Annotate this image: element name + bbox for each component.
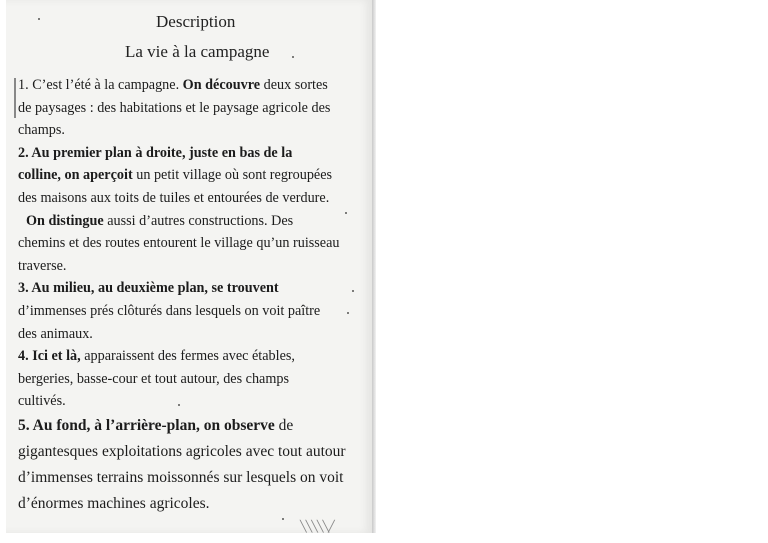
- text-line: [18, 413, 368, 439]
- text-span: bergeries, basse-cour et tout autour, des champs: [18, 370, 290, 387]
- text-span: d’énormes machines agricoles.: [18, 495, 210, 513]
- text-span: 1. C’est l’été à la campagne.: [18, 77, 183, 93]
- text-span: de paysages : des habitations et le paysage agricole des: [18, 99, 331, 116]
- margin-line: [14, 78, 16, 118]
- text-span: de: [274, 416, 294, 434]
- text-span: aussi d’autres constructions. Des: [103, 212, 294, 229]
- text-span: chemins et des routes entourent le village qu’un ruisseau: [18, 235, 340, 252]
- text-line: [18, 368, 368, 391]
- text-line: [18, 465, 368, 491]
- text-span: un petit village où sont regroupées: [132, 167, 333, 184]
- scan-speck: [345, 212, 347, 214]
- text-line: [18, 232, 368, 255]
- bold-text: 4. Ici et là,: [18, 348, 81, 365]
- scan-speck: [292, 56, 294, 58]
- text-line: [18, 187, 368, 210]
- text-line: [18, 491, 368, 517]
- text-span: champs.: [18, 122, 65, 139]
- scan-speck: [347, 312, 349, 314]
- document-body: [18, 74, 368, 518]
- text-line: [18, 142, 368, 165]
- scan-speck: [178, 404, 180, 406]
- text-line: [18, 119, 368, 142]
- bold-text: On distingue: [26, 212, 104, 229]
- text-span: gigantesques exploitations agricoles avec tout autour: [18, 443, 346, 461]
- scan-speck: [352, 290, 354, 292]
- text-line: [18, 164, 368, 187]
- scan-speck: [282, 518, 284, 520]
- document-heading: Description: [156, 12, 236, 31]
- bold-text: colline, on aperçoit: [18, 167, 133, 184]
- text-span: apparaissent des fermes avec étables,: [80, 348, 295, 365]
- text-line: [18, 97, 368, 120]
- text-line: [18, 300, 368, 323]
- text-span: des maisons aux toits de tuiles et entourées de verdure.: [18, 189, 330, 206]
- text-span: d’immenses terrains moissonnés sur lesquels on voit: [18, 469, 344, 487]
- paper-edge: [372, 0, 376, 533]
- bold-text: 3. Au milieu, au deuxième plan, se trouvent: [18, 280, 279, 297]
- document-title: La vie à la campagne: [125, 42, 270, 61]
- text-span: traverse.: [18, 257, 67, 274]
- text-line: [18, 390, 368, 413]
- text-line: [18, 439, 368, 465]
- text-span: cultivés.: [18, 393, 66, 410]
- bold-text: 2. Au premier plan à droite, juste en bas de la: [18, 144, 293, 161]
- bold-text: 5. Au fond, à l’arrière-plan, on observe: [18, 416, 275, 434]
- text-span: des animaux.: [18, 325, 93, 342]
- text-span: d’immenses prés clôturés dans lesquels on voit paître: [18, 302, 321, 319]
- scan-artifact: ╲╲╲╲╲╱: [300, 520, 334, 533]
- text-line: [18, 277, 368, 300]
- text-line: [18, 255, 368, 278]
- text-span: deux sortes: [260, 77, 328, 93]
- text-line: [18, 210, 368, 233]
- text-line: [18, 323, 368, 346]
- scan-speck: [38, 18, 40, 20]
- text-line: [18, 345, 368, 368]
- text-line: [18, 74, 368, 97]
- bold-text: On découvre: [182, 77, 261, 93]
